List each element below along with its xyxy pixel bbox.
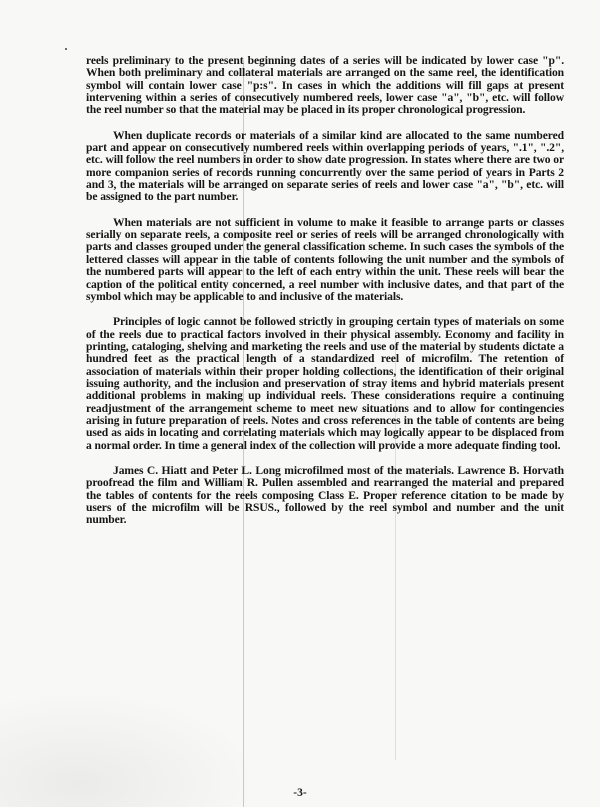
- paragraph-credits: James C. Hiatt and Peter L. Long microfilmed most of the materials. Lawrence B. Horvath proofread the film and William R. Pullen assembled and rearranged the material and prepared the tables of contents for the reels composing Class E. Proper reference citation to be made by users of the microfilm will be RSUS., followed by the reel symbol and number and the unit number.: [86, 463, 564, 527]
- scan-speck: [65, 48, 67, 50]
- paragraph-duplicate-records: When duplicate records or materials of a similar kind are allocated to the same numbered part and appear on consecutively numbered reels within overlapping periods of years, ".1", ".2", etc. will follow the reel numbers in order to show date progression. In states where there are two or more companion series of records running concurrently over the same period of years in Parts 2 and 3, the materials will be arranged on separate series of reels and lower case "a", "b", etc. will be assigned to the part number.: [86, 128, 564, 204]
- paragraph-principles-of-logic: Principles of logic cannot be followed strictly in grouping certain types of materials on some of the reels due to practical factors involved in their physical assembly. Economy and facility in printing, cataloging, shelving and marketing the reels and use of the material by students dictate a hundred feet as the practical length of a standardized reel of microfilm. The retention of association of materials within their proper holding collections, the identification of their original issuing authority, and the inclusion and preservation of stray items and hybrid materials present additional problems in making up individual reels. These considerations require a continuing readjustment of the arrangement scheme to meet new situations and to allow for contingencies arising in future preparation of reels. Notes and cross references in the table of contents are being used as aids in locating and correlating materials which may logically appear to be displaced from a normal order. In time a general index of the collection will provide a more adequate finding tool.: [86, 315, 564, 452]
- body-text: [86, 55, 564, 540]
- paragraph-continuation: reels preliminary to the present beginning dates of a series will be indicated by lower case "p". When both preliminary and collateral materials are arranged on the same reel, the identification symbol will contain lower case "p:s". In cases in which the additions will fill gaps at present intervening within a series of consecutively numbered reels, lower case "a", "b", etc. will follow the reel number so that the material may be placed in its proper chronological progression.: [86, 54, 564, 117]
- paragraph-composite-reels: When materials are not sufficient in volume to make it feasible to arrange parts or classes serially on separate reels, a composite reel or series of reels will be arranged chronologically with parts and classes grouped under the general classification scheme. In such cases the symbols of the lettered classes will appear in the table of contents following the unit number and the symbols of the numbered parts will appear to the left of each entry within the unit. These reels will bear the caption of the political entity concerned, a reel number with inclusive dates, and that part of the symbol which may be applicable to and inclusive of the materials.: [86, 215, 564, 303]
- page-number: -3-: [293, 787, 307, 799]
